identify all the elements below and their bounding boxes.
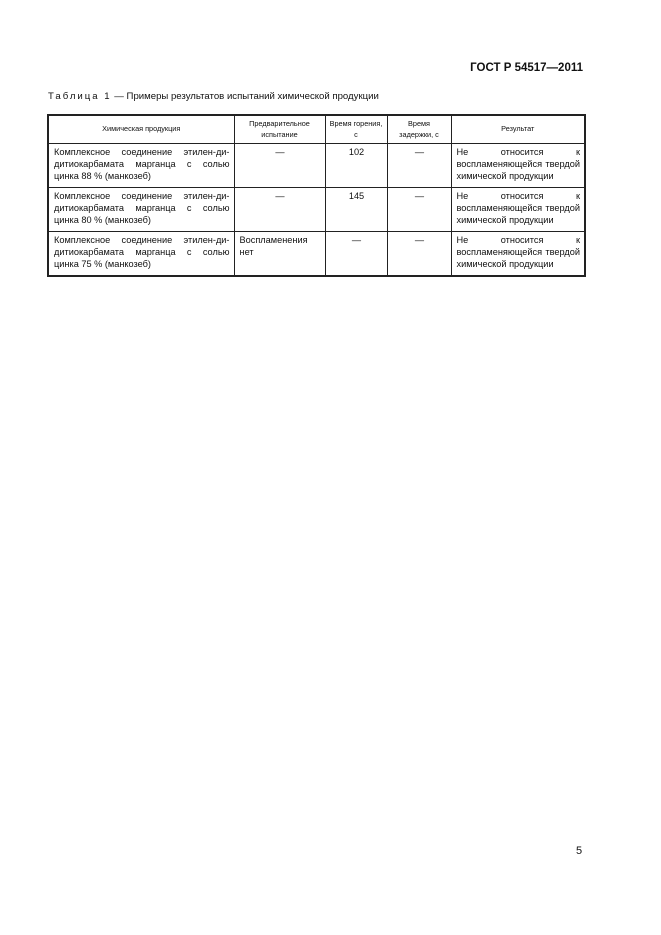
cell-burn-time: 102 [325,144,387,188]
cell-product: Комплексное соединение этилен-ди-дитиокарбамата марганца с солью цинка 80 % (манкозеб) [48,188,234,232]
cell-result: Не относится к воспламеняющейся твердой химической продукции [451,232,585,277]
table-caption-title: — Примеры результатов испытаний химической продукции [111,91,379,102]
cell-preliminary: Воспламенения нет [234,232,325,277]
table-row [48,232,585,277]
cell-result: Не относится к воспламеняющейся твердой химической продукции [451,144,585,188]
cell-burn-time: 145 [325,188,387,232]
results-table [47,114,586,277]
header-result: Результат [451,115,585,144]
cell-delay-time: — [387,188,451,232]
cell-delay-time: — [387,144,451,188]
header-delay-time: Время задержки, с [387,115,451,144]
table-header-row [48,115,585,144]
page-number: 5 [576,845,583,857]
cell-delay-time: — [387,232,451,277]
table-caption [48,91,379,102]
cell-result: Не относится к воспламеняющейся твердой химической продукции [451,188,585,232]
table-row [48,188,585,232]
cell-preliminary: — [234,188,325,232]
cell-burn-time: — [325,232,387,277]
cell-product: Комплексное соединение этилен-ди-дитиокарбамата марганца с солью цинка 75 % (манкозеб) [48,232,234,277]
table-row [48,144,585,188]
table-caption-label: Таблица 1 [48,91,112,102]
cell-product: Комплексное соединение этилен-ди-дитиокарбамата марганца с солью цинка 88 % (манкозеб) [48,144,234,188]
cell-preliminary: — [234,144,325,188]
header-product: Химическая продукция [48,115,234,144]
header-burn-time: Время горения, с [325,115,387,144]
document-code: ГОСТ Р 54517—2011 [470,62,583,74]
header-preliminary: Предварительное испытание [234,115,325,144]
